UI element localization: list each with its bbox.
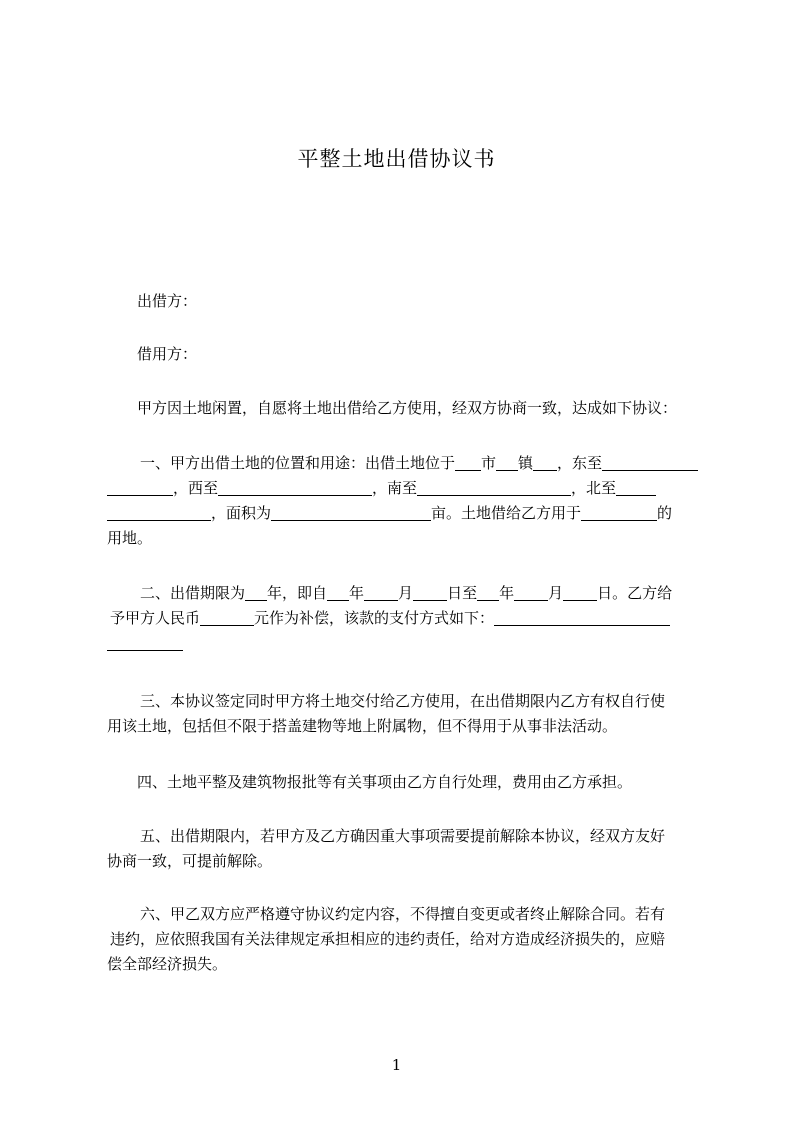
clause-1-text-d: ，东至 [557,454,603,472]
blank-west [218,478,372,496]
blank-end-day [563,583,597,601]
blank-end-month [514,583,548,601]
document-title: 平整土地出借协议书 [297,147,496,171]
clause-3-line-2: 用该土地，包括但不限于搭盖建物等地上附属物，但不得用于从事非法活动。 [107,717,618,735]
clause-2 [107,581,699,656]
blank-north-cont [107,503,211,521]
clause-2-text-j: 元作为补偿，该款的支付方式如下： [254,609,495,627]
clause-2-text-g: 月 [548,584,564,602]
clause-6-line-3: 偿全部经济损失。 [107,955,228,973]
blank-purpose [581,503,657,521]
blank-city [455,453,481,471]
clause-2-text-b: 年，即自 [267,584,328,602]
clause-2-text-e: 日至 [447,584,478,602]
clause-1 [107,451,699,551]
clause-2-text-i: 予甲方人民币 [110,609,201,627]
blank-start-month [364,583,398,601]
blank-south [417,478,571,496]
clause-6-line-1: 六、甲乙双方应严格遵守协议约定内容，不得擅自变更或者终止解除合同。若有 [140,905,666,923]
clause-1-text-i: 亩。土地借给乙方用于 [431,504,582,522]
clause-1-text-h: ，面积为 [211,504,272,522]
clause-5-line-1: 五、出借期限内，若甲方及乙方确因重大事项需要提前解除本协议，经双方友好 [140,827,666,845]
clause-1-text-a: 一、甲方出借土地的位置和用途：出借土地位于 [140,454,456,472]
clause-4: 四、土地平整及建筑物报批等有关事项由乙方自行处理，费用由乙方承担。 [137,773,633,791]
clause-2-text-a: 二、出借期限为 [140,584,246,602]
blank-amount [200,608,254,626]
clause-5 [107,824,699,874]
clause-1-text-k: 用地。 [107,529,153,547]
blank-east-cont [107,478,173,496]
clause-2-text-d: 月 [398,584,414,602]
borrower-label: 借用方： [137,345,198,363]
clause-2-text-h: 日。乙方给 [597,584,673,602]
clause-1-text-f: ，南至 [372,479,418,497]
blank-start-day [413,583,447,601]
page-number: 1 [391,1056,402,1074]
blank-payment-method [494,608,670,626]
blank-town-name [533,453,557,471]
clause-3 [107,689,699,739]
clause-2-text-f: 年 [499,584,515,602]
clause-6-line-2: 违约，应依照我国有关法律规定承担相应的违约责任，给对方造成经济损失的，应赔 [110,930,666,948]
blank-end-year [477,583,499,601]
clause-1-text-b: 市 [481,454,497,472]
blank-east [602,453,698,471]
clause-1-text-g: ，北至 [571,479,617,497]
clause-1-text-j: 的 [657,504,673,522]
blank-town [496,453,518,471]
clause-6 [107,902,699,977]
clause-5-line-2: 协商一致，可提前解除。 [107,852,273,870]
clause-3-line-1: 三、本协议签定同时甲方将土地交付给乙方使用，在出借期限内乙方有权自行使 [140,692,666,710]
blank-payment-method-cont [107,633,183,651]
blank-north [616,478,656,496]
clause-1-text-c: 镇 [518,454,534,472]
clause-2-text-c: 年 [349,584,365,602]
clause-1-text-e: ，西至 [173,479,219,497]
lender-label: 出借方： [137,292,198,310]
blank-start-year [327,583,349,601]
blank-area [271,503,431,521]
intro-paragraph: 甲方因土地闲置，自愿将土地出借给乙方使用，经双方协商一致，达成如下协议： [137,399,678,417]
blank-years [245,583,267,601]
